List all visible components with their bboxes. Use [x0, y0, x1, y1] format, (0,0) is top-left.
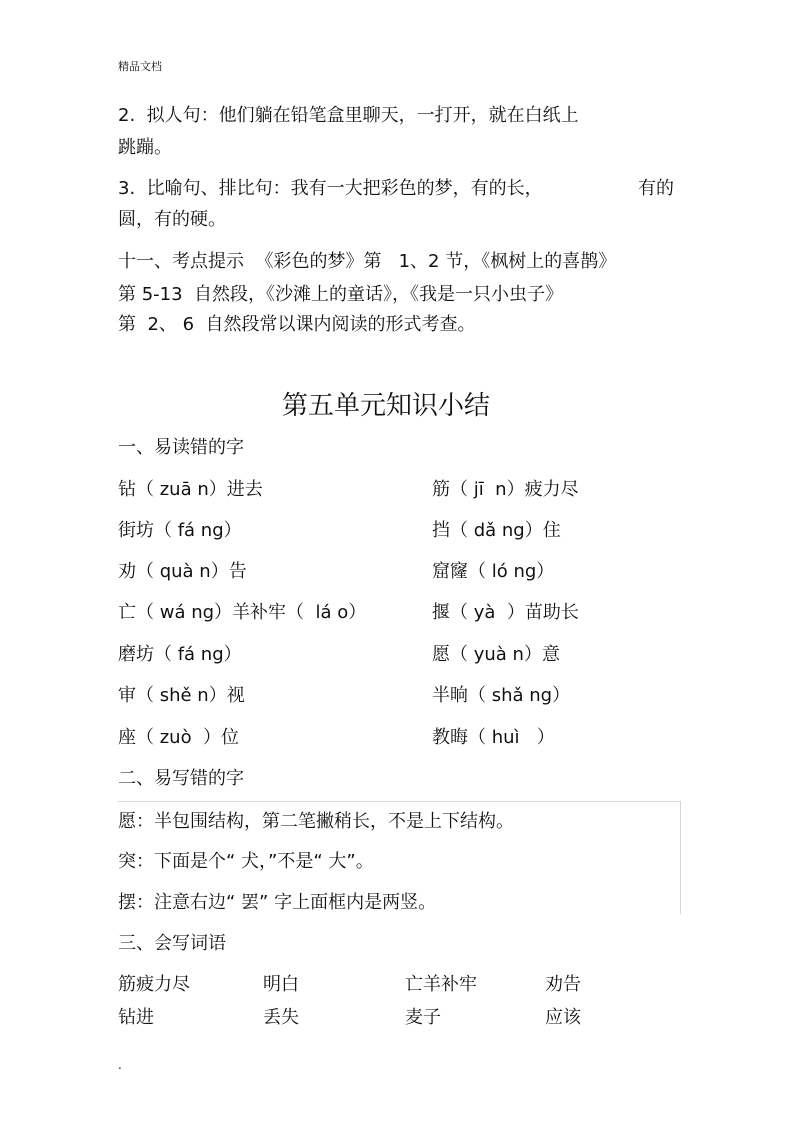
misread-item: 筋（ jī n）疲力尽 [432, 479, 579, 500]
exam-tip-line: 第 2、 6 自然段常以课内阅读的形式考查。 [118, 314, 476, 335]
section-title: 第五单元知识小结 [282, 391, 491, 421]
misread-item: 街坊（ fá ng） [118, 520, 242, 541]
miswritten-heading: 二、易写错的字 [118, 768, 244, 789]
vocab-word: 亡羊补牢 [405, 974, 477, 995]
sentence-line: 3. 比喻句、排比句：我有一大把彩色的梦，有的长， [118, 178, 543, 199]
exam-tip-line: 十一、考点提示 《彩色的梦》第 1、2 节，《枫树上的喜鹊》 [118, 251, 617, 272]
vocab-word: 筋疲力尽 [118, 974, 190, 995]
misread-item: 半晌（ shǎ ng） [432, 685, 571, 706]
exam-tip-line: 第 5-13 自然段，《沙滩上的童话》，《我是一只小虫子》 [118, 284, 564, 305]
misread-item: 钻（ zuā n）进去 [118, 479, 263, 500]
miswritten-note: 突：下面是个“ 犬，”不是“ 大”。 [118, 851, 374, 872]
misread-item: 审（ shě n）视 [118, 685, 245, 706]
vocab-word: 明白 [263, 974, 299, 995]
misread-item: 磨坊（ fá ng） [118, 644, 242, 665]
sentence-line: 跳蹦。 [118, 137, 172, 158]
misread-item: 愿（ yuà n）意 [432, 644, 560, 665]
misread-item: 亡（ wá ng）羊补牢（ lá o） [118, 602, 367, 623]
footer-mark: . [118, 1058, 122, 1072]
vocab-word: 丢失 [263, 1007, 299, 1028]
misread-item: 挡（ dǎ ng）住 [432, 520, 561, 541]
misread-item: 窟窿（ ló ng） [432, 561, 555, 582]
sentence-line: 2. 拟人句：他们躺在铅笔盒里聊天，一打开，就在白纸上 [118, 105, 579, 126]
misread-item: 揠（ yà ）苗助长 [432, 602, 579, 623]
misread-item: 劝（ quà n）告 [118, 561, 247, 582]
page-header-label: 精品文档 [118, 60, 162, 73]
miswritten-note: 愿：半包围结构，第二笔撇稍长，不是上下结构。 [118, 811, 514, 832]
sentence-line: 圆，有的硬。 [118, 209, 226, 230]
misread-item: 教晦（ huì ） [432, 727, 555, 748]
vocab-word: 劝告 [545, 974, 581, 995]
misread-item: 座（ zuò ）位 [118, 727, 240, 748]
miswritten-note: 摆：注意右边“ 罢” 字上面框内是两竖。 [118, 892, 437, 913]
vocab-heading: 三、会写词语 [118, 933, 226, 954]
vocab-word: 麦子 [405, 1007, 441, 1028]
vocab-word: 钻进 [118, 1007, 154, 1028]
sentence-line-tail: 有的 [638, 178, 674, 199]
misread-heading: 一、易读错的字 [118, 437, 244, 458]
vocab-word: 应该 [545, 1007, 581, 1028]
